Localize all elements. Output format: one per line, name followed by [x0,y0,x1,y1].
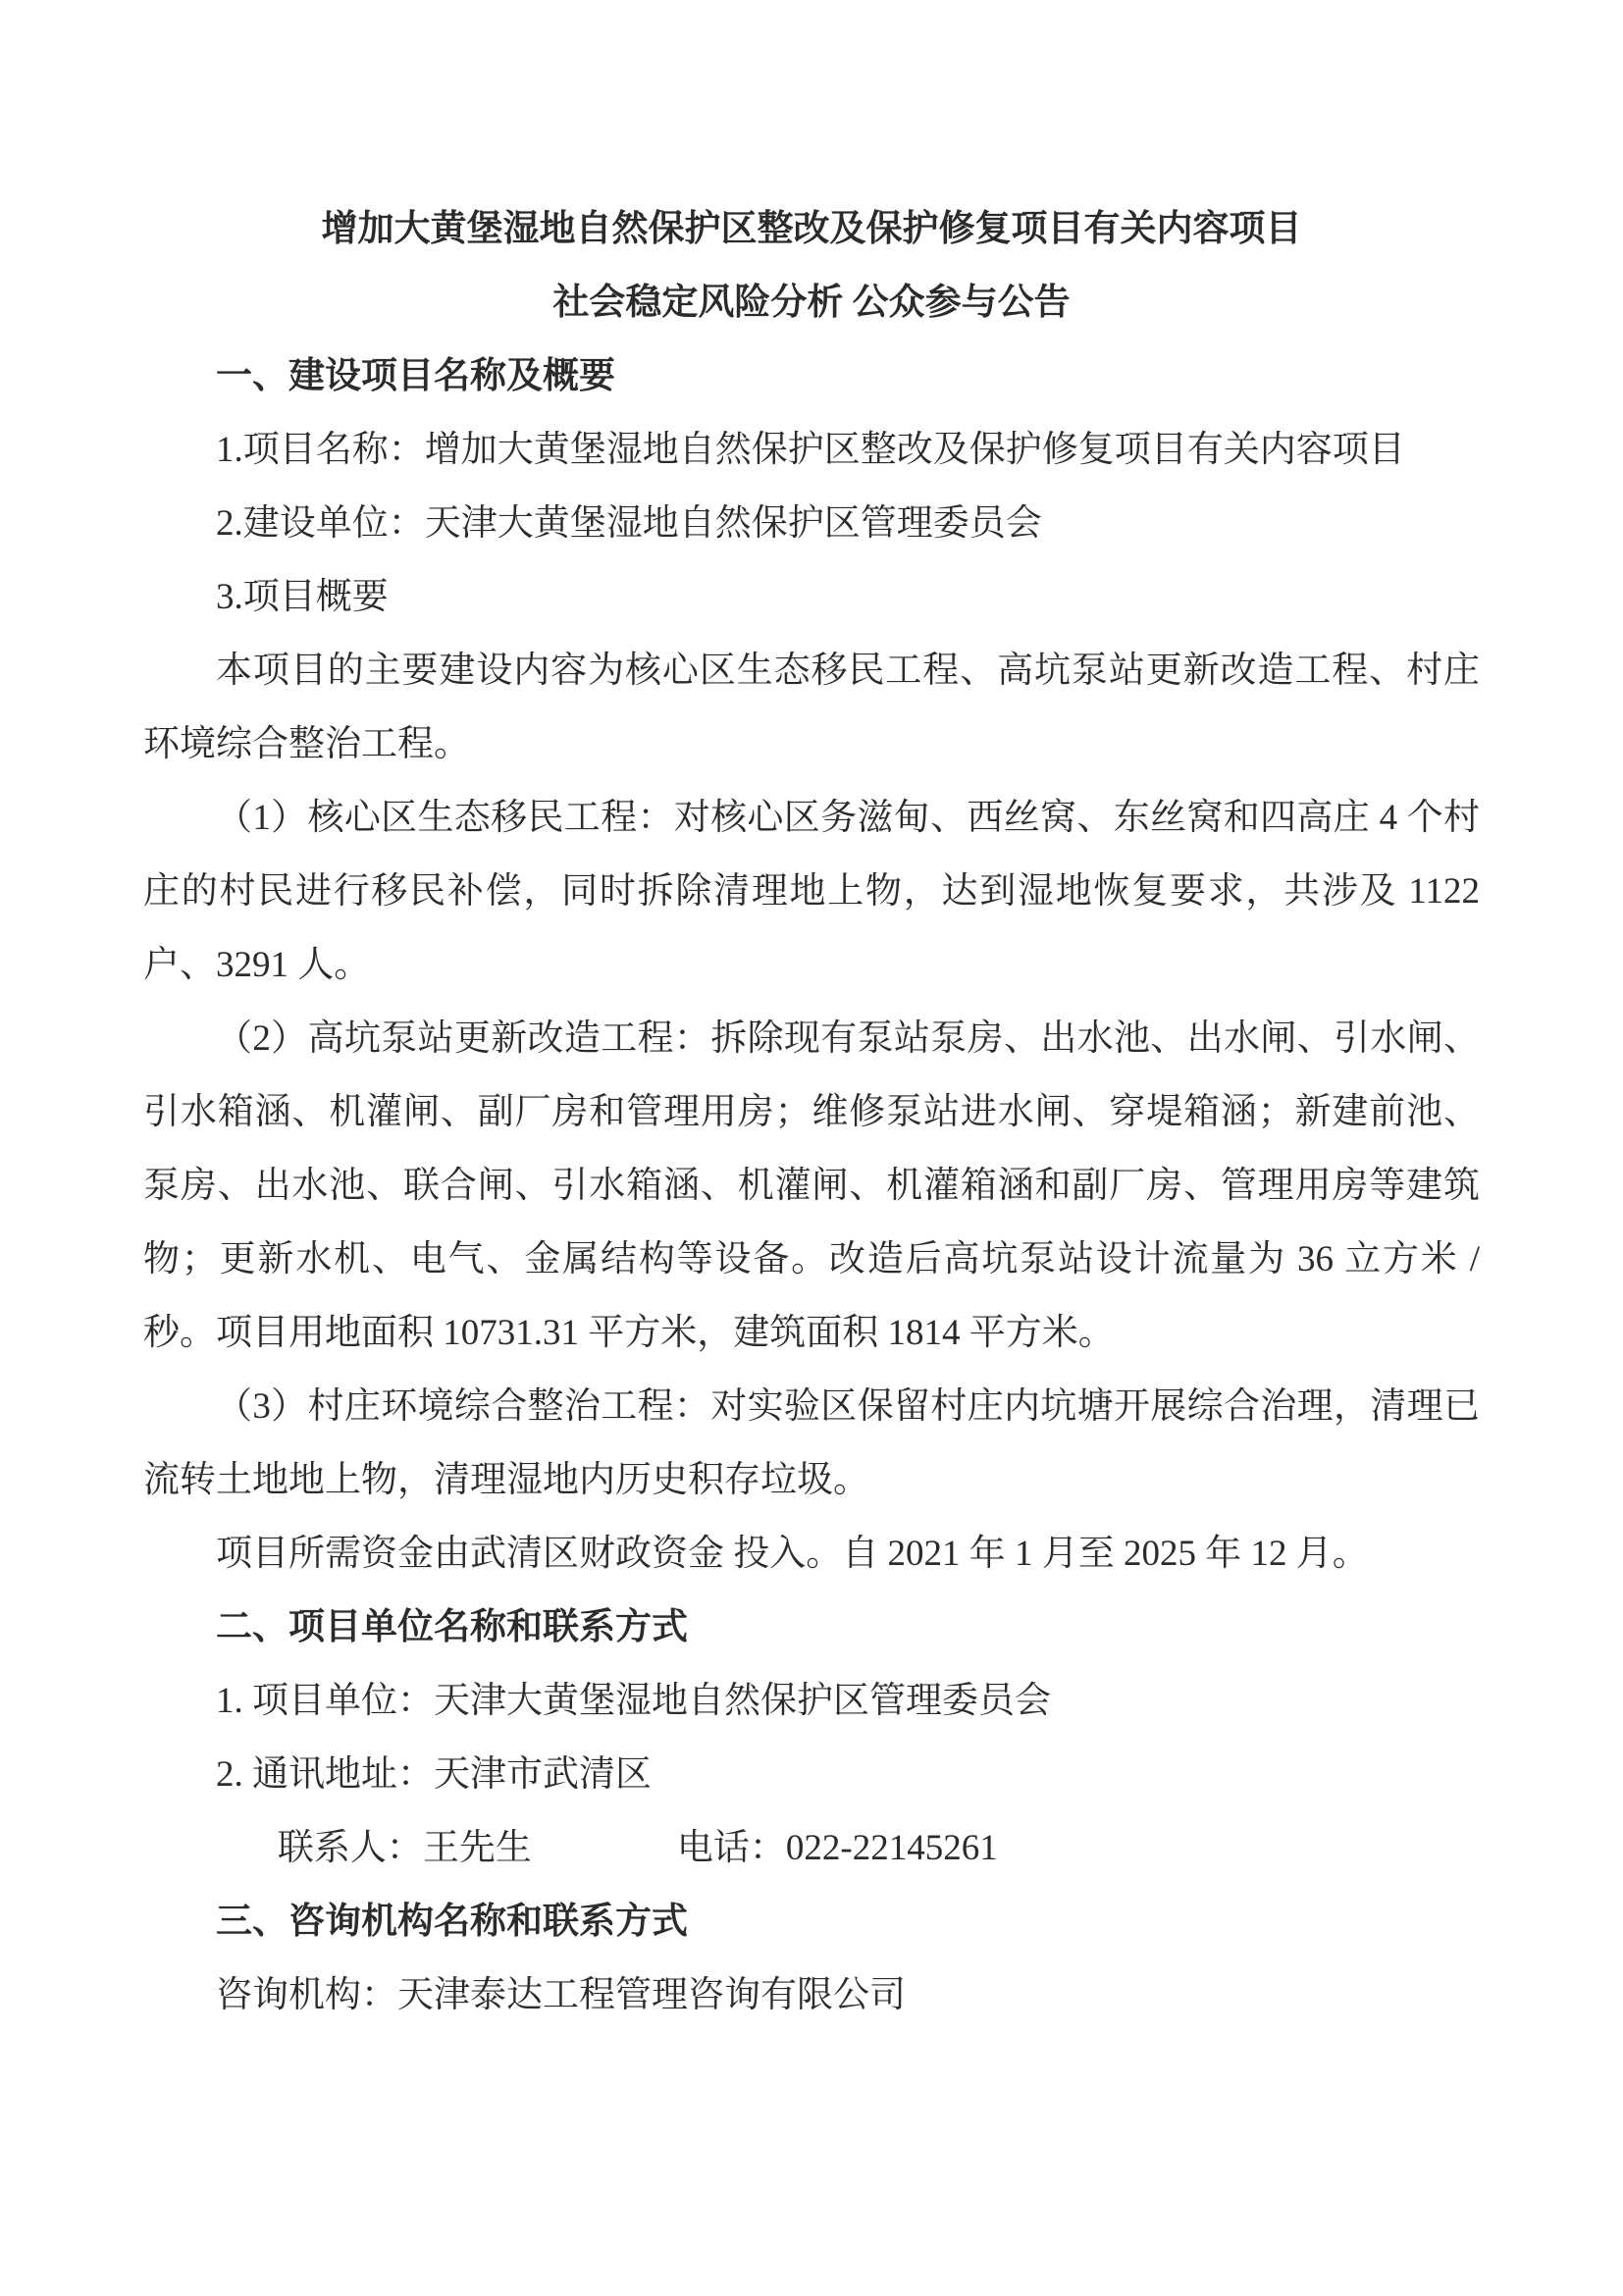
component-1-paragraph: （1）核心区生态移民工程：对核心区务滋甸、西丝窝、东丝窝和四高庄 4 个村庄的村民进行移民补偿，同时拆除清理地上物，达到湿地恢复要求，共涉及 1122 户、3291 人。 [143,798,1480,985]
contact-person: 联系人：王先生 [277,1828,532,1868]
project-unit-item: 1. 项目单位：天津大黄堡湿地自然保护区管理委员会 [216,1681,1051,1721]
project-summary-item: 3.项目概要 [216,577,389,617]
funding-paragraph: 项目所需资金由武清区财政资金 投入。自 2021 年 1 月至 2025 年 12 月。 [216,1534,1369,1574]
document-title-line2: 社会稳定风险分析 公众参与公告 [552,283,1071,323]
component-3-paragraph: （3）村庄环境综合整治工程：对实验区保留村庄内坑塘开展综合治理，清理已流转土地地上物，清理湿地内历史积存垃圾。 [143,1386,1480,1500]
contact-phone: 电话：022-22145261 [676,1828,998,1868]
construction-unit-item: 2.建设单位：天津大黄堡湿地自然保护区管理委员会 [216,503,1042,544]
section-1-heading: 一、建设项目名称及概要 [216,356,615,396]
document-title-line1: 增加大黄堡湿地自然保护区整改及保护修复项目有关内容项目 [321,209,1302,249]
component-2-paragraph: （2）高坑泵站更新改造工程：拆除现有泵站泵房、出水池、出水闸、引水闸、引水箱涵、机灌闸、副厂房和管理用房；维修泵站进水闸、穿堤箱涵；新建前池、泵房、出水池、联合闸、引水箱涵、机灌闸、机灌箱涵和副厂房、管理用房等建筑物；更新水机、电气、金属结构等设备。改造后高坑泵站设计流量为 36 立方米 / 秒。项目用地面积 10731.31 平方米，建筑面积 1814 平方米。 [143,1018,1480,1353]
section-2-heading: 二、项目单位名称和联系方式 [216,1607,688,1647]
consulting-agency-line: 咨询机构：天津泰达工程管理咨询有限公司 [216,1975,906,2015]
project-name-item: 1.项目名称：增加大黄堡湿地自然保护区整改及保护修复项目有关内容项目 [216,430,1405,470]
section-3-heading: 三、咨询机构名称和联系方式 [216,1902,688,1942]
mailing-address-item: 2. 通讯地址：天津市武清区 [216,1754,652,1795]
overview-paragraph: 本项目的主要建设内容为核心区生态移民工程、高坑泵站更新改造工程、村庄环境综合整治工程。 [143,651,1480,764]
contact-line [143,1811,1480,1885]
document-content [143,192,1480,2032]
